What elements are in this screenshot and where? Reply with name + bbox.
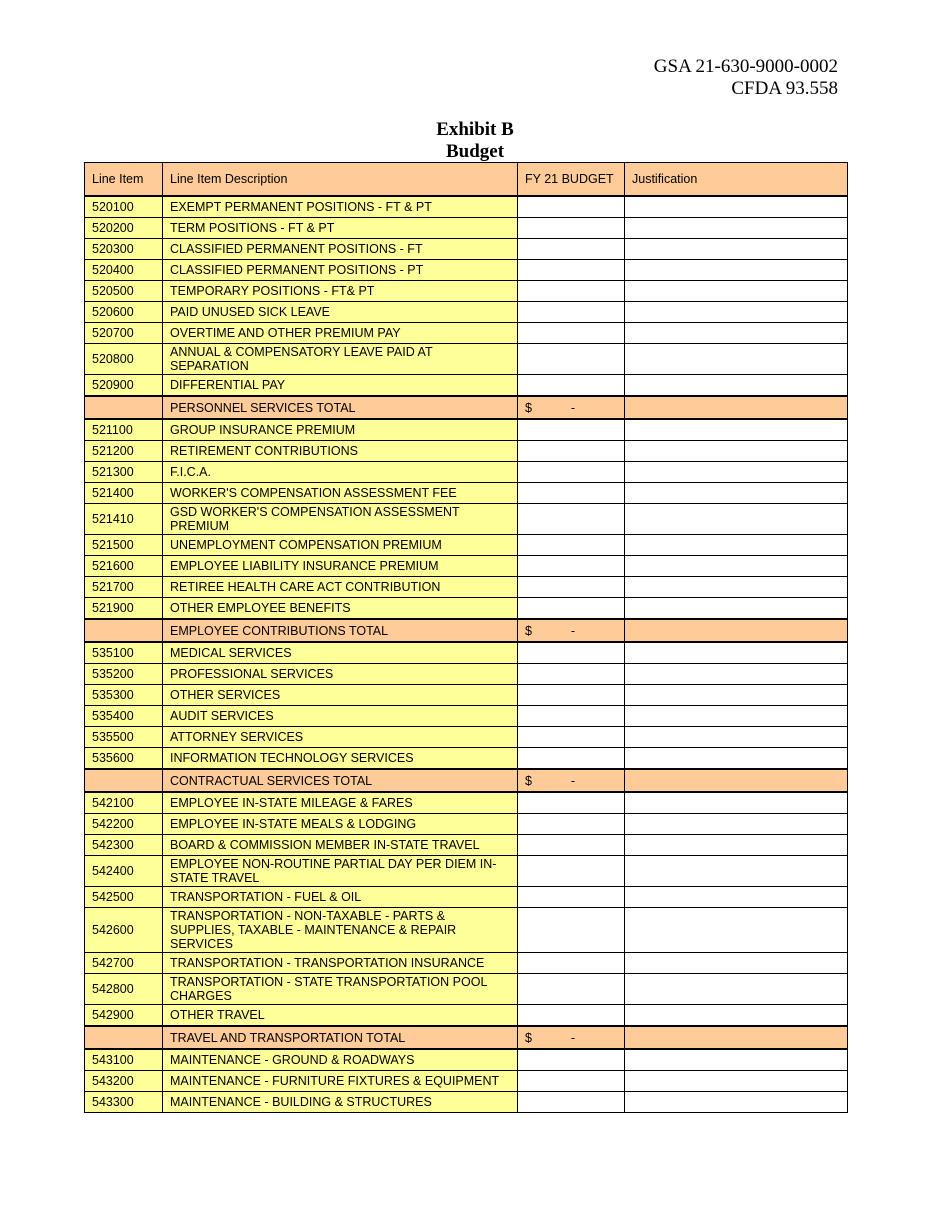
- budget-cell[interactable]: [518, 835, 625, 856]
- line-item-description: TRANSPORTATION - TRANSPORTATION INSURANCE: [163, 953, 518, 974]
- line-item-code: 521100: [85, 419, 163, 441]
- justification-cell[interactable]: [625, 1049, 848, 1071]
- budget-cell[interactable]: [518, 535, 625, 556]
- justification-cell[interactable]: [625, 1005, 848, 1027]
- line-item-description: EMPLOYEE LIABILITY INSURANCE PREMIUM: [163, 556, 518, 577]
- line-item-description: AUDIT SERVICES: [163, 706, 518, 727]
- table-row: [85, 441, 848, 462]
- line-item-description: GSD WORKER'S COMPENSATION ASSESSMENT PREMIUM: [163, 504, 518, 535]
- line-item-code: 535600: [85, 748, 163, 770]
- line-item-description: ATTORNEY SERVICES: [163, 727, 518, 748]
- line-item-description: TRANSPORTATION - NON-TAXABLE - PARTS & SUPPLIES, TAXABLE - MAINTENANCE & REPAIR SERVICES: [163, 908, 518, 953]
- justification-cell[interactable]: [625, 856, 848, 887]
- line-item-description: EMPLOYEE NON-ROUTINE PARTIAL DAY PER DIEM IN-STATE TRAVEL: [163, 856, 518, 887]
- justification-cell[interactable]: [625, 887, 848, 908]
- line-item-description: WORKER'S COMPENSATION ASSESSMENT FEE: [163, 483, 518, 504]
- budget-cell[interactable]: [518, 974, 625, 1005]
- line-item-code: 535500: [85, 727, 163, 748]
- line-item-description: CLASSIFIED PERMANENT POSITIONS - FT: [163, 239, 518, 260]
- currency-symbol: $: [525, 623, 532, 638]
- table-row: [85, 281, 848, 302]
- column-header-justification: Justification: [625, 163, 848, 197]
- line-item-code: 520100: [85, 196, 163, 218]
- line-item-description: TRANSPORTATION - FUEL & OIL: [163, 887, 518, 908]
- table-row: [85, 504, 848, 535]
- line-item-code: 535200: [85, 664, 163, 685]
- total-justification-cell: [625, 769, 848, 792]
- table-row: [85, 577, 848, 598]
- line-item-code: 542400: [85, 856, 163, 887]
- justification-cell[interactable]: [625, 748, 848, 770]
- line-item-description: UNEMPLOYMENT COMPENSATION PREMIUM: [163, 535, 518, 556]
- table-row: [85, 1049, 848, 1071]
- total-label: PERSONNEL SERVICES TOTAL: [163, 396, 518, 419]
- justification-cell[interactable]: [625, 706, 848, 727]
- line-item-description: RETIREMENT CONTRIBUTIONS: [163, 441, 518, 462]
- total-value: -: [570, 773, 575, 788]
- total-amount: [518, 1026, 625, 1049]
- budget-cell[interactable]: [518, 727, 625, 748]
- justification-cell[interactable]: [625, 196, 848, 218]
- line-item-description: TEMPORARY POSITIONS - FT& PT: [163, 281, 518, 302]
- line-item-code: 520300: [85, 239, 163, 260]
- budget-cell[interactable]: [518, 1049, 625, 1071]
- grant-reference: [654, 56, 838, 100]
- budget-cell[interactable]: [518, 887, 625, 908]
- table-row: [85, 727, 848, 748]
- justification-cell[interactable]: [625, 419, 848, 441]
- line-item-code: 521500: [85, 535, 163, 556]
- budget-cell[interactable]: [518, 196, 625, 218]
- justification-cell[interactable]: [625, 260, 848, 281]
- justification-cell[interactable]: [625, 218, 848, 239]
- currency-symbol: $: [525, 773, 532, 788]
- total-value: -: [570, 1030, 575, 1045]
- line-item-description: OTHER TRAVEL: [163, 1005, 518, 1027]
- budget-title: Budget: [445, 141, 505, 162]
- budget-cell[interactable]: [518, 556, 625, 577]
- column-header-line-item: Line Item: [85, 163, 163, 197]
- line-item-code: 521410: [85, 504, 163, 535]
- budget-cell[interactable]: [518, 419, 625, 441]
- line-item-description: TERM POSITIONS - FT & PT: [163, 218, 518, 239]
- budget-cell[interactable]: [518, 483, 625, 504]
- line-item-code: 520800: [85, 344, 163, 375]
- column-header-budget: FY 21 BUDGET: [518, 163, 625, 197]
- grant-number: GSA 21-630-9000-0002: [653, 56, 838, 77]
- line-item-code: 542200: [85, 814, 163, 835]
- budget-cell[interactable]: [518, 856, 625, 887]
- budget-cell[interactable]: [518, 344, 625, 375]
- total-label: CONTRACTUAL SERVICES TOTAL: [163, 769, 518, 792]
- table-row: [85, 748, 848, 770]
- budget-cell[interactable]: [518, 685, 625, 706]
- budget-cell[interactable]: [518, 462, 625, 483]
- table-row: [85, 260, 848, 281]
- currency-symbol: $: [525, 1030, 532, 1045]
- budget-cell[interactable]: [518, 577, 625, 598]
- table-row: [85, 792, 848, 814]
- budget-cell[interactable]: [518, 664, 625, 685]
- budget-cell[interactable]: [518, 323, 625, 344]
- budget-cell[interactable]: [518, 1092, 625, 1113]
- exhibit-title: Exhibit B: [436, 119, 514, 140]
- justification-cell[interactable]: [625, 642, 848, 664]
- total-justification-cell: [625, 396, 848, 419]
- line-item-description: BOARD & COMMISSION MEMBER IN-STATE TRAVEL: [163, 835, 518, 856]
- justification-cell[interactable]: [625, 535, 848, 556]
- line-item-code: 520200: [85, 218, 163, 239]
- table-row: [85, 814, 848, 835]
- line-item-description: INFORMATION TECHNOLOGY SERVICES: [163, 748, 518, 770]
- line-item-description: TRANSPORTATION - STATE TRANSPORTATION POOL CHARGES: [163, 974, 518, 1005]
- line-item-code: 535100: [85, 642, 163, 664]
- line-item-code: 535300: [85, 685, 163, 706]
- justification-cell[interactable]: [625, 302, 848, 323]
- justification-cell[interactable]: [625, 462, 848, 483]
- table-row: [85, 323, 848, 344]
- table-row: [85, 239, 848, 260]
- line-item-code: 543300: [85, 1092, 163, 1113]
- line-item-code: 521900: [85, 598, 163, 620]
- line-item-code: 521700: [85, 577, 163, 598]
- justification-cell[interactable]: [625, 974, 848, 1005]
- table-row: [85, 196, 848, 218]
- total-label: EMPLOYEE CONTRIBUTIONS TOTAL: [163, 619, 518, 642]
- budget-cell[interactable]: [518, 908, 625, 953]
- justification-cell[interactable]: [625, 483, 848, 504]
- line-item-description: EXEMPT PERMANENT POSITIONS - FT & PT: [163, 196, 518, 218]
- table-row: [85, 685, 848, 706]
- table-row: [85, 856, 848, 887]
- line-item-code: 542700: [85, 953, 163, 974]
- line-item-code: 521300: [85, 462, 163, 483]
- total-value: -: [570, 400, 575, 415]
- budget-table-body: [85, 196, 848, 1113]
- line-item-description: MEDICAL SERVICES: [163, 642, 518, 664]
- section-total-row: [85, 1026, 848, 1049]
- total-code-cell: [85, 1026, 163, 1049]
- justification-cell[interactable]: [625, 953, 848, 974]
- justification-cell[interactable]: [625, 577, 848, 598]
- total-code-cell: [85, 396, 163, 419]
- budget-cell[interactable]: [518, 792, 625, 814]
- line-item-description: CLASSIFIED PERMANENT POSITIONS - PT: [163, 260, 518, 281]
- total-value: -: [570, 623, 575, 638]
- budget-cell[interactable]: [518, 375, 625, 397]
- budget-cell[interactable]: [518, 706, 625, 727]
- table-row: [85, 462, 848, 483]
- line-item-description: EMPLOYEE IN-STATE MEALS & LODGING: [163, 814, 518, 835]
- section-total-row: [85, 619, 848, 642]
- table-row: [85, 1005, 848, 1027]
- table-row: [85, 706, 848, 727]
- line-item-description: MAINTENANCE - BUILDING & STRUCTURES: [163, 1092, 518, 1113]
- table-row: [85, 642, 848, 664]
- line-item-description: F.I.C.A.: [163, 462, 518, 483]
- justification-cell[interactable]: [625, 792, 848, 814]
- justification-cell[interactable]: [625, 504, 848, 535]
- line-item-description: MAINTENANCE - GROUND & ROADWAYS: [163, 1049, 518, 1071]
- budget-cell[interactable]: [518, 814, 625, 835]
- justification-cell[interactable]: [625, 685, 848, 706]
- budget-cell[interactable]: [518, 748, 625, 770]
- line-item-code: 542100: [85, 792, 163, 814]
- justification-cell[interactable]: [625, 814, 848, 835]
- budget-cell[interactable]: [518, 218, 625, 239]
- table-row: [85, 598, 848, 620]
- justification-cell[interactable]: [625, 1092, 848, 1113]
- total-label: TRAVEL AND TRANSPORTATION TOTAL: [163, 1026, 518, 1049]
- table-row: [85, 887, 848, 908]
- total-justification-cell: [625, 619, 848, 642]
- total-code-cell: [85, 769, 163, 792]
- cfda-number: CFDA 93.558: [731, 78, 838, 99]
- budget-cell[interactable]: [518, 302, 625, 323]
- page-title: [0, 119, 950, 163]
- line-item-code: 543100: [85, 1049, 163, 1071]
- table-row: [85, 556, 848, 577]
- budget-table: [84, 162, 848, 1113]
- line-item-description: ANNUAL & COMPENSATORY LEAVE PAID AT SEPARATION: [163, 344, 518, 375]
- table-row: [85, 835, 848, 856]
- table-row: [85, 218, 848, 239]
- line-item-code: 520400: [85, 260, 163, 281]
- budget-cell[interactable]: [518, 504, 625, 535]
- table-row: [85, 974, 848, 1005]
- line-item-description: OTHER SERVICES: [163, 685, 518, 706]
- line-item-code: 520500: [85, 281, 163, 302]
- justification-cell[interactable]: [625, 323, 848, 344]
- budget-cell[interactable]: [518, 1071, 625, 1092]
- total-code-cell: [85, 619, 163, 642]
- line-item-code: 521600: [85, 556, 163, 577]
- table-row: [85, 302, 848, 323]
- line-item-description: PAID UNUSED SICK LEAVE: [163, 302, 518, 323]
- line-item-code: 542300: [85, 835, 163, 856]
- line-item-code: 535400: [85, 706, 163, 727]
- line-item-code: 542500: [85, 887, 163, 908]
- section-total-row: [85, 769, 848, 792]
- line-item-description: DIFFERENTIAL PAY: [163, 375, 518, 397]
- total-amount: [518, 769, 625, 792]
- line-item-code: 543200: [85, 1071, 163, 1092]
- line-item-code: 520900: [85, 375, 163, 397]
- table-row: [85, 344, 848, 375]
- line-item-code: 521200: [85, 441, 163, 462]
- justification-cell[interactable]: [625, 281, 848, 302]
- budget-cell[interactable]: [518, 953, 625, 974]
- justification-cell[interactable]: [625, 835, 848, 856]
- budget-cell[interactable]: [518, 281, 625, 302]
- justification-cell[interactable]: [625, 908, 848, 953]
- column-header-description: Line Item Description: [163, 163, 518, 197]
- justification-cell[interactable]: [625, 375, 848, 397]
- line-item-description: MAINTENANCE - FURNITURE FIXTURES & EQUIPMENT: [163, 1071, 518, 1092]
- table-row: [85, 483, 848, 504]
- table-row: [85, 535, 848, 556]
- line-item-code: 521400: [85, 483, 163, 504]
- line-item-code: 542900: [85, 1005, 163, 1027]
- table-header-row: [85, 163, 848, 197]
- line-item-code: 542800: [85, 974, 163, 1005]
- currency-symbol: $: [525, 400, 532, 415]
- budget-cell[interactable]: [518, 239, 625, 260]
- line-item-description: RETIREE HEALTH CARE ACT CONTRIBUTION: [163, 577, 518, 598]
- line-item-description: EMPLOYEE IN-STATE MILEAGE & FARES: [163, 792, 518, 814]
- total-amount: [518, 619, 625, 642]
- table-row: [85, 1092, 848, 1113]
- table-row: [85, 1071, 848, 1092]
- line-item-description: PROFESSIONAL SERVICES: [163, 664, 518, 685]
- justification-cell[interactable]: [625, 556, 848, 577]
- justification-cell[interactable]: [625, 239, 848, 260]
- justification-cell[interactable]: [625, 664, 848, 685]
- justification-cell[interactable]: [625, 441, 848, 462]
- table-row: [85, 375, 848, 397]
- table-row: [85, 908, 848, 953]
- table-row: [85, 953, 848, 974]
- budget-cell[interactable]: [518, 260, 625, 281]
- line-item-description: OVERTIME AND OTHER PREMIUM PAY: [163, 323, 518, 344]
- line-item-code: 542600: [85, 908, 163, 953]
- section-total-row: [85, 396, 848, 419]
- line-item-code: 520700: [85, 323, 163, 344]
- total-justification-cell: [625, 1026, 848, 1049]
- justification-cell[interactable]: [625, 598, 848, 620]
- table-row: [85, 419, 848, 441]
- line-item-code: 520600: [85, 302, 163, 323]
- table-row: [85, 664, 848, 685]
- budget-cell[interactable]: [518, 598, 625, 620]
- line-item-description: GROUP INSURANCE PREMIUM: [163, 419, 518, 441]
- total-amount: [518, 396, 625, 419]
- budget-cell[interactable]: [518, 1005, 625, 1027]
- budget-cell[interactable]: [518, 441, 625, 462]
- justification-cell[interactable]: [625, 344, 848, 375]
- justification-cell[interactable]: [625, 727, 848, 748]
- justification-cell[interactable]: [625, 1071, 848, 1092]
- line-item-description: OTHER EMPLOYEE BENEFITS: [163, 598, 518, 620]
- budget-cell[interactable]: [518, 642, 625, 664]
